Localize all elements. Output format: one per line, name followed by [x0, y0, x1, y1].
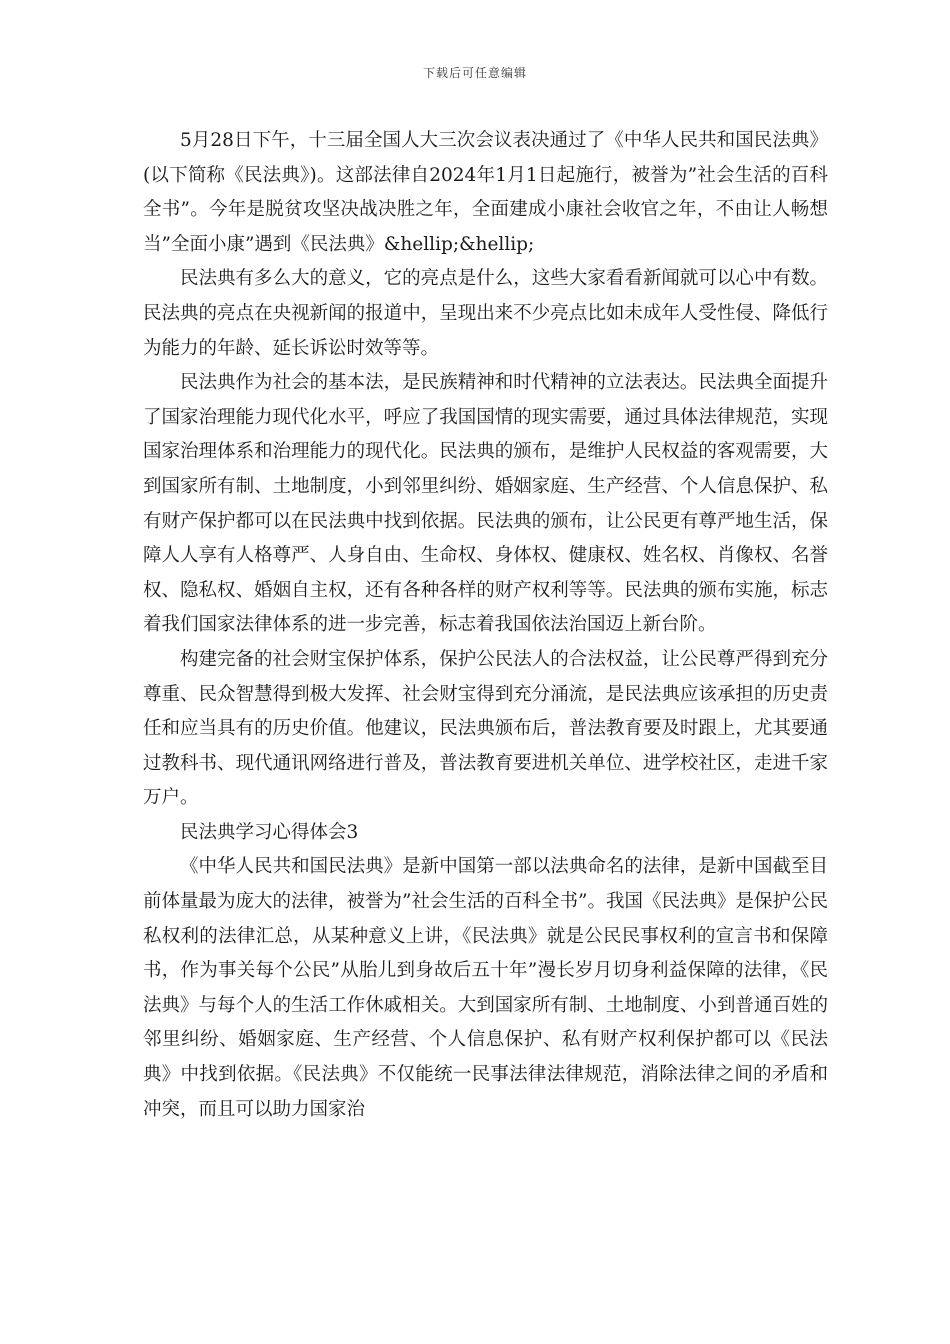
paragraph-3: 民法典作为社会的基本法，是民族精神和时代精神的立法表达。民法典全面提升了国家治理能力现代化水平，呼应了我国国情的现实需要，通过具体法律规范，实现国家治理体系和治理能力的现代化。民法典的颁布，是维护人民权益的客观需要，大到国家所有制、土地制度，小到邻里纠纷、婚姻家庭、生产经营、个人信息保护、私有财产保护都可以在民法典中找到依据。民法典的颁布，让公民更有尊严地生活，保障人人享有人格尊严、人身自由、生命权、身体权、健康权、姓名权、肖像权、名誉权、隐私权、婚姻自主权，还有各种各样的财产权利等等。民法典的颁布实施，标志着我们国家法律体系的进一步完善，标志着我国依法治国迈上新台阶。 — [143, 372, 828, 636]
paragraph-4: 构建完备的社会财宝保护体系，保护公民法人的合法权益，让公民尊严得到充分尊重、民众智慧得到极大发挥、社会财宝得到充分涌流，是民法典应该承担的历史责任和应当具有的历史价值。他建议，民法典颁布后，普法教育要及时跟上，尤其要通过教科书、现代通讯网络进行普及，普法教育要进机关单位、进学校社区，走进千家万户。 — [143, 648, 828, 809]
page-header: 下载后可任意编辑 — [422, 66, 527, 80]
paragraph-2: 民法典有多么大的意义，它的亮点是什么，这些大家看看新闻就可以心中有数。民法典的亮点在央视新闻的报道中，呈现出来不少亮点比如未成年人受性侵、降低行为能力的年龄、延长诉讼时效等等。 — [143, 268, 828, 359]
paragraph-5: 《中华人民共和国民法典》是新中国第一部以法典命名的法律，是新中国截至目前体量最为庞大的法律，被誉为”社会生活的百科全书”。我国《民法典》是保护公民私权利的法律汇总，从某种意义上讲，《民法典》就是公民民事权利的宣言书和保障书，作为事关每个公民”从胎儿到身故后五十年”漫长岁月切身利益保障的法律，《民法典》与每个人的生活工作休戚相关。大到国家所有制、土地制度、小到普通百姓的邻里纠纷、婚姻家庭、生产经营、个人信息保护、私有财产权利保护都可以《民法典》中找到依据。《民法典》不仅能统一民事法律法律规范，消除法律之间的矛盾和冲突，而且可以助力国家治 — [143, 856, 828, 1120]
document-body — [143, 124, 828, 1127]
paragraph-1: 5月28日下午，十三届全国人大三次会议表决通过了《中华人民共和国民法典》(以下简称《民法典》)。这部法律自2024年1月1日起施行，被誉为”社会生活的百科全书”。今年是脱贫攻坚决战决胜之年，全面建成小康社会收官之年，不由让人畅想当”全面小康”遇到《民法典》&hellip;&hellip; — [143, 130, 828, 255]
section-heading: 民法典学习心得体会3 — [180, 821, 359, 843]
